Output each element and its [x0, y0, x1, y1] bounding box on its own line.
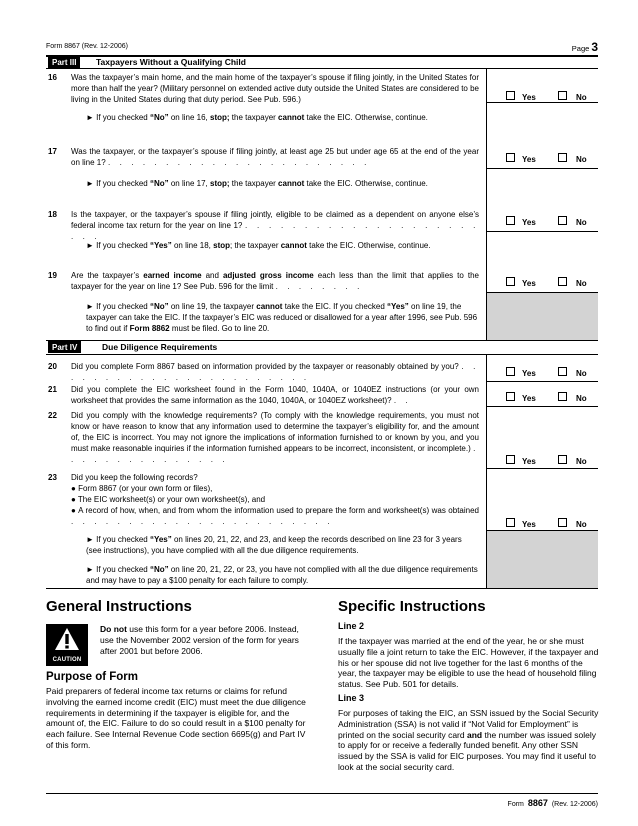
- note-text: ► If you checked: [86, 179, 150, 188]
- footer-revision: (Rev. 12-2006): [551, 801, 598, 808]
- line-3-text: [338, 708, 600, 773]
- question-21-answer: [506, 392, 592, 403]
- question-18-note: [86, 240, 479, 251]
- leader-dots: . . . . . . . . . . . . . . . . . . . . . . .: [71, 362, 479, 382]
- question-21-yes-checkbox[interactable]: [506, 392, 515, 401]
- line-2-title: Line 2: [338, 621, 365, 631]
- question-19-yes-checkbox[interactable]: [506, 277, 515, 286]
- note-text: ► If you checked: [86, 302, 150, 311]
- question-text: Are the taxpayer’s: [71, 271, 144, 280]
- yes-label: Yes: [522, 155, 536, 164]
- note-bold: cannot: [278, 113, 305, 122]
- leader-dots: . . . . . . . . . . . . . . . . . . . . . . .: [71, 517, 334, 526]
- note-text: the taxpayer: [229, 113, 279, 122]
- purpose-of-form-text: Paid preparers of federal income tax returns or claims for refund involving the earned income credit (EIC) must meet the due diligence requirements in determining if the taxpayer is eligible for, and the amount of, the EIC. Failure to do so could result in a $100 penalty for each failure. See Internal Revenue Code section 6695(g) and Part IV of this form.: [46, 686, 306, 750]
- caution-bold: Do not: [100, 624, 127, 634]
- question-20-answer: [506, 367, 592, 378]
- question-text: Did you complete the EIC worksheet found in the Form 1040, 1040A, or 1040EZ instructions (or your own worksheet that provides the same information as the 1040, 1040A, or 1040EZ worksheet)?: [71, 385, 479, 405]
- part3-header: [46, 56, 598, 68]
- question-18-number: 18: [48, 210, 57, 219]
- question-16-text: Was the taxpayer’s main home, and the main home of the taxpayer’s spouse if filing jointly, in the United States for more than half the year? (Military personnel on extended active duty outside the United States are considered to be living in the United States during that duty period. See Pub. 596.): [71, 73, 479, 104]
- warning-triangle-icon: [54, 627, 80, 651]
- purpose-of-form-title: Purpose of Form: [46, 671, 139, 683]
- question-18-no-checkbox[interactable]: [558, 216, 567, 225]
- question-23-answer: [506, 518, 592, 529]
- note-bold: “Yes”: [149, 241, 172, 250]
- question-23-text: Did you keep the following records?: [71, 473, 198, 482]
- question-17-answer: [506, 153, 592, 164]
- question-23-number: 23: [48, 473, 57, 482]
- no-label: No: [576, 457, 587, 466]
- row-divider: [486, 468, 598, 469]
- note-bold: “No”: [149, 302, 169, 311]
- row-divider: [486, 406, 598, 407]
- row-divider: [486, 231, 598, 232]
- question-20-no-checkbox[interactable]: [558, 367, 567, 376]
- leader-dots: . . . . . . . . . . . . . . . . . . . . . . .: [71, 221, 479, 241]
- question-22-answer: [506, 455, 592, 466]
- yes-label: Yes: [522, 394, 536, 403]
- line-3-title: Line 3: [338, 693, 365, 703]
- line-2-text: If the taxpayer was married at the end of the year, he or she must usually file a joint return to take the EIC. However, if the taxpayer and his or her spouse did not live together for the last 6 months of the year, the taxpayer may be eligible to use the head of household filing status. See Pub. 501 for details.: [338, 636, 599, 690]
- question-text: Is the taxpayer, or the taxpayer’s spouse if filing jointly, eligible to be claimed as a dependent on anyone else’s federal income tax return for the year on line 1?: [71, 210, 479, 230]
- part4-yes-note: [86, 534, 479, 556]
- page-footer: [508, 798, 598, 808]
- no-label: No: [576, 279, 587, 288]
- question-19-number: 19: [48, 271, 57, 280]
- note-bold: Form 8862: [129, 324, 170, 333]
- question-23-bullet-list: [71, 483, 479, 527]
- part4-rule: [46, 354, 598, 355]
- list-item: ● The EIC worksheet(s) or your own worksheet(s), and: [71, 495, 266, 504]
- note-text: take the EIC. Otherwise, continue.: [304, 113, 428, 122]
- question-21-text: [71, 384, 479, 406]
- question-16-note: [86, 112, 479, 123]
- part4-header: [46, 341, 598, 353]
- part4-title: Due Diligence Requirements: [102, 342, 218, 352]
- note-text: on line 20, 21, 22, or 23, you have not complied with all the due diligence requirements and may have to pay a $100 penalty for each failure to comply.: [86, 565, 478, 585]
- bullet-text: The EIC worksheet(s) or your own worksheet(s), and: [77, 495, 266, 504]
- yes-label: Yes: [522, 457, 536, 466]
- footer-rule: [46, 793, 598, 794]
- no-label: No: [576, 394, 587, 403]
- leader-dots: . . . . . . . .: [275, 282, 363, 291]
- note-bold: cannot: [278, 179, 305, 188]
- part3-title: Taxpayers Without a Qualifying Child: [96, 57, 246, 67]
- note-text: on line 19, the taxpayer: [168, 302, 257, 311]
- question-text: each less than the limit that applies to the taxpayer for the year on line 1? See Pub. 596 for the limit: [71, 271, 480, 291]
- bullet-text: Form 8867 (or your own form or files),: [78, 484, 213, 493]
- general-instructions-title: General Instructions: [46, 598, 192, 615]
- note-text: ► If you checked: [86, 241, 150, 250]
- question-17-no-checkbox[interactable]: [558, 153, 567, 162]
- no-label: No: [576, 218, 587, 227]
- question-18-answer: [506, 216, 592, 227]
- specific-instructions-title: Specific Instructions: [338, 598, 486, 615]
- line-3-text-part: For purposes of taking the EIC, an SSN issued by the Social Security Administration (SSA) is not valid if “Not Valid for Employment” is printed on the social security card: [338, 708, 599, 740]
- note-bold: “No”: [149, 113, 169, 122]
- question-20-yes-checkbox[interactable]: [506, 367, 515, 376]
- note-text: on line 17,: [168, 179, 210, 188]
- footer-form-label: Form: [507, 801, 524, 808]
- yes-label: Yes: [522, 520, 536, 529]
- no-label: No: [576, 369, 587, 378]
- part3-label: Part III: [48, 56, 80, 68]
- question-21-no-checkbox[interactable]: [558, 392, 567, 401]
- no-label: No: [576, 520, 587, 529]
- question-16-yes-checkbox[interactable]: [506, 91, 515, 100]
- note-bold: stop: [213, 241, 231, 250]
- question-17-yes-checkbox[interactable]: [506, 153, 515, 162]
- row-divider: [486, 381, 598, 382]
- form-revision: Form 8867 (Rev. 12-2006): [46, 43, 128, 50]
- yes-label: Yes: [522, 369, 536, 378]
- note-bold: stop;: [210, 113, 230, 122]
- question-16-number: 16: [48, 73, 57, 82]
- caution-icon: [46, 624, 88, 666]
- note-bold: stop;: [210, 179, 230, 188]
- note-text: ► If you checked: [86, 565, 150, 574]
- note-text: take the EIC. Otherwise, continue.: [306, 241, 431, 250]
- bullet-text: A record of how, when, and from whom the information used to prepare the form and worksheet(s) was obtained: [78, 506, 479, 515]
- note-text: must be filed. Go to line 20.: [169, 324, 270, 333]
- question-text: Was the taxpayer, or the taxpayer’s spouse if filing jointly, at least age 25 but under age 65 at the end of the year on line 1?: [71, 147, 479, 167]
- note-bold: cannot: [256, 302, 283, 311]
- note-text: the taxpayer: [229, 179, 279, 188]
- yes-label: Yes: [522, 218, 536, 227]
- question-22-no-checkbox[interactable]: [558, 455, 567, 464]
- question-19-answer: [506, 277, 592, 288]
- note-text: take the EIC. If you checked: [282, 302, 387, 311]
- part4-label: Part IV: [48, 341, 81, 353]
- question-bold: adjusted gross income: [222, 271, 314, 280]
- question-23-no-checkbox[interactable]: [558, 518, 567, 527]
- leader-dots: . . . . . . . . . . . . . . . . . . . . . . .: [107, 158, 370, 167]
- caution-body: use this form for a year before 2006. Instead, use the November 2002 version of the form for years after 2001 but before 2006.: [100, 624, 299, 656]
- question-20-text: [71, 361, 479, 383]
- line-3-text-part: the number was issued solely to apply for or receive a federally funded benefit. Any other SSN issued by the SSA is valid for EIC purposes. You may find it useful to look at the social security card.: [338, 729, 596, 772]
- note-bold: “No”: [149, 565, 169, 574]
- no-label: No: [576, 93, 587, 102]
- question-22-yes-checkbox[interactable]: [506, 455, 515, 464]
- caution-label: CAUTION: [52, 657, 82, 663]
- question-18-text: [71, 209, 479, 242]
- question-16-answer: [506, 91, 592, 102]
- row-divider: [486, 168, 598, 169]
- note-text: on line 16,: [168, 113, 210, 122]
- footer-form-number: 8867: [527, 798, 548, 808]
- question-17-text: [71, 146, 479, 168]
- question-text: Did you comply with the knowledge requirements? (To comply with the knowledge requirements, you must not know or have reason to know that any information used to determine the taxpayer’s eligibility for, and the amount of, the EIC is incorrect. You may not ignore the implications of information furnished to or known by you, and you must make reasonable inquiries if the information furnished appears to be incorrect, inconsistent, or incomplete.): [71, 411, 479, 453]
- question-bold: earned income: [143, 271, 202, 280]
- page-label: Page: [571, 44, 590, 53]
- caution-text: [100, 624, 308, 656]
- question-19-text: [71, 270, 479, 292]
- note-text: on lines 20, 21, 22, and 23, and keep the records described on line 23 for 3 years (see instructions), you have complied with all the due diligence requirements.: [86, 535, 462, 555]
- question-text: Did you complete Form 8867 based on information provided by the taxpayer or reasonably obtained by you?: [71, 362, 459, 371]
- leader-dots: . . . . . . . . . . . . . . .: [71, 444, 479, 464]
- question-19-note: [86, 301, 479, 334]
- line-3-bold: and: [466, 729, 483, 740]
- question-17-number: 17: [48, 147, 57, 156]
- page-number: 3: [591, 40, 598, 54]
- question-18-yes-checkbox[interactable]: [506, 216, 515, 225]
- note-text: on line 19, the taxpayer can take the EIC. If the taxpayer’s EIC was reduced or disallowed for a year after 1996, see Pub. 596 to find out if: [86, 302, 478, 333]
- note-bold: cannot: [280, 241, 307, 250]
- note-text: ► If you checked: [86, 113, 150, 122]
- page-indicator: [572, 40, 598, 54]
- page-header: [46, 40, 598, 54]
- leader-dots: . .: [393, 396, 412, 405]
- shaded-area: [487, 293, 598, 340]
- shaded-area: [487, 531, 598, 588]
- question-22-text: [71, 410, 479, 465]
- note-bold: “Yes”: [149, 535, 172, 544]
- question-16-no-checkbox[interactable]: [558, 91, 567, 100]
- question-20-number: 20: [48, 362, 57, 371]
- note-text: ; the taxpayer: [230, 241, 281, 250]
- list-item: ● A record of how, when, and from whom the information used to prepare the form and worksheet(s) was obtained . . . . . . . . . . . . . . . . . . . . . . .: [71, 506, 479, 526]
- yes-label: Yes: [522, 279, 536, 288]
- part4-bottom-rule: [46, 588, 598, 589]
- question-23-yes-checkbox[interactable]: [506, 518, 515, 527]
- question-21-number: 21: [48, 385, 57, 394]
- question-22-number: 22: [48, 411, 57, 420]
- yes-label: Yes: [522, 93, 536, 102]
- note-bold: “No”: [149, 179, 169, 188]
- note-text: take the EIC. Otherwise, continue.: [304, 179, 428, 188]
- list-item: ● Form 8867 (or your own form or files),: [71, 484, 213, 493]
- part4-no-note: [86, 564, 479, 586]
- question-19-no-checkbox[interactable]: [558, 277, 567, 286]
- question-text: and: [201, 271, 223, 280]
- note-text: on line 18,: [171, 241, 214, 250]
- note-bold: “Yes”: [386, 302, 409, 311]
- note-text: ► If you checked: [86, 535, 150, 544]
- question-17-note: [86, 178, 479, 189]
- no-label: No: [576, 155, 587, 164]
- part3-rule: [46, 68, 598, 69]
